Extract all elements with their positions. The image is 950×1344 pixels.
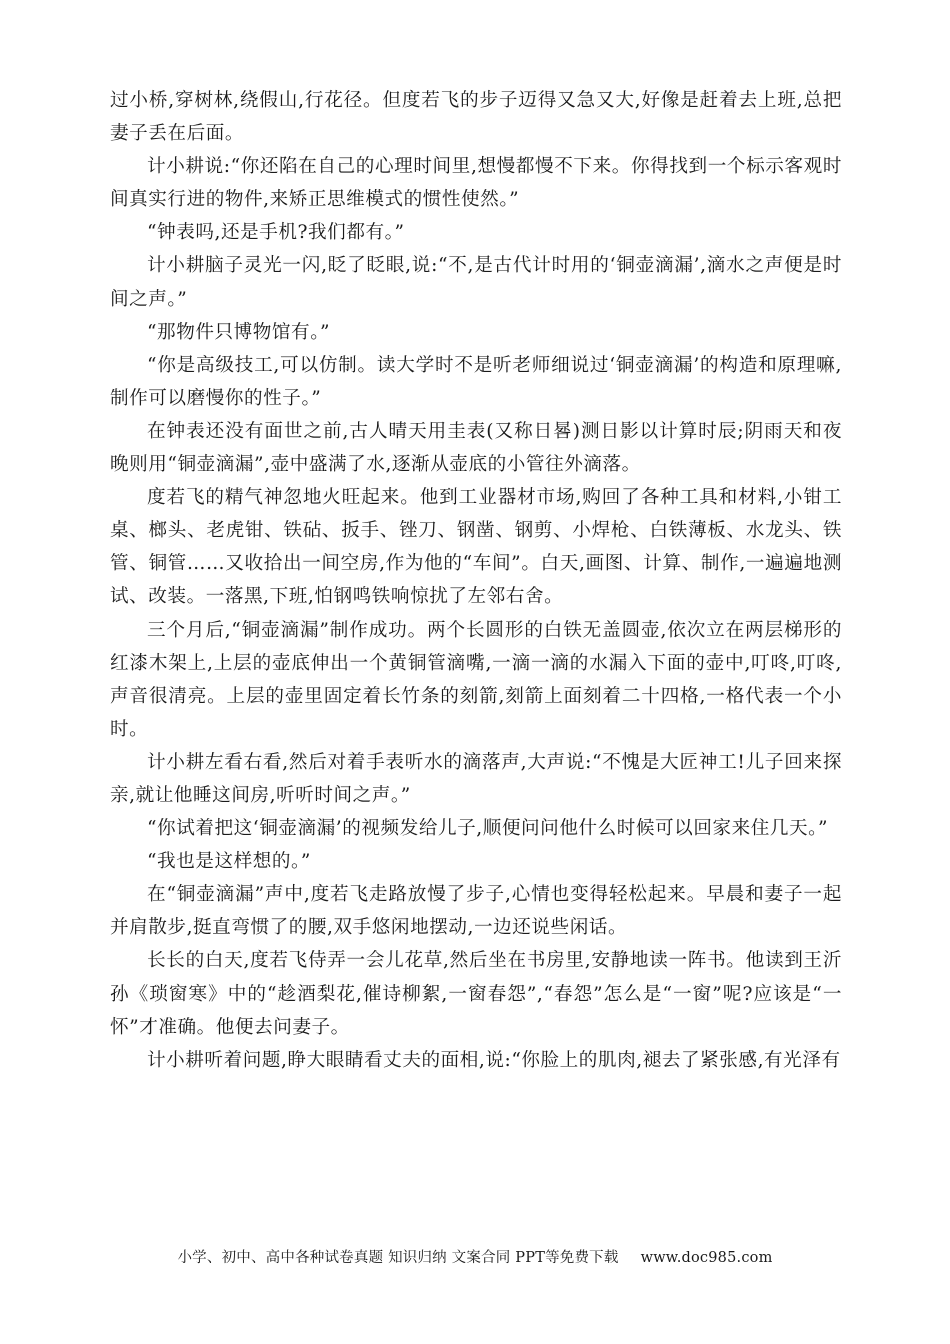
paragraph: “我也是这样想的。” — [147, 851, 311, 873]
paragraph: “钟表吗,还是手机?我们都有。” — [147, 222, 405, 244]
page-footer — [0, 1247, 950, 1269]
paragraph: 计小耕脑子灵光一闪,眨了眨眼,说:“不,是古代计时用的‘铜壶滴漏’,滴水之声便是时间之声。” — [110, 255, 842, 310]
paragraph: 度若飞的精气神忽地火旺起来。他到工业器材市场,购回了各种工具和材料,小钳工桌、榔头、老虎钳、铁砧、扳手、锉刀、钢凿、钢剪、小焊枪、白铁薄板、水龙头、铁管、铜管……又收拾出一间空房,作为他的“车间”。白天,画图、计算、制作,一遍遍地测试、改装。一落黑,下班,怕钢鸣铁响惊扰了左邻右舍。 — [110, 487, 842, 608]
document-body — [110, 84, 842, 1077]
paragraph: 长长的白天,度若飞侍弄一会儿花草,然后坐在书房里,安静地读一阵书。他读到王沂孙《琐窗寒》中的“趁酒梨花,催诗柳絮,一窗春怨”,“春怨”怎么是“一窗”呢?应该是“一怀”才准确。他便去问妻子。 — [110, 950, 842, 1038]
footer-text: 小学、初中、高中各种试卷真题 知识归纳 文案合同 PPT等免费下载 — [177, 1250, 619, 1266]
paragraph: 计小耕左看右看,然后对着手表听水的滴落声,大声说:“不愧是大匠神工!儿子回来探亲,就让他睡这间房,听听时间之声。” — [110, 751, 842, 806]
paragraph: 计小耕说:“你还陷在自己的心理时间里,想慢都慢不下来。你得找到一个标示客观时间真实行进的物件,来矫正思维模式的惯性使然。” — [110, 156, 842, 211]
paragraph: “你试着把这‘铜壶滴漏’的视频发给儿子,顺便问问他什么时候可以回家来住几天。” — [147, 818, 829, 840]
paragraph: “那物件只博物馆有。” — [147, 321, 331, 343]
paragraph: 在“铜壶滴漏”声中,度若飞走路放慢了步子,心情也变得轻松起来。早晨和妻子一起并肩散步,挺直弯惯了的腰,双手悠闲地摆动,一边还说些闲话。 — [110, 884, 842, 939]
paragraph: 在钟表还没有面世之前,古人晴天用圭表(又称日晷)测日影以计算时辰;阴雨天和夜晚则用“铜壶滴漏”,壶中盛满了水,逐渐从壶底的小管往外滴落。 — [110, 420, 842, 476]
paragraph: 过小桥,穿树林,绕假山,行花径。但度若飞的步子迈得又急又大,好像是赶着去上班,总把妻子丢在后面。 — [110, 90, 842, 145]
paragraph: 计小耕听着问题,睁大眼睛看丈夫的面相,说:“你脸上的肌肉,褪去了紧张感,有光泽有 — [147, 1049, 841, 1071]
footer-url[interactable]: www.doc985.com — [640, 1250, 773, 1266]
paragraph: “你是高级技工,可以仿制。读大学时不是听老师细说过‘铜壶滴漏’的构造和原理嘛,制作可以磨慢你的性子。” — [110, 354, 842, 409]
paragraph: 三个月后,“铜壶滴漏”制作成功。两个长圆形的白铁无盖圆壶,依次立在两层梯形的红漆木架上,上层的壶底伸出一个黄铜管滴嘴,一滴一滴的水漏入下面的壶中,叮咚,叮咚,声音很清亮。上层的壶里固定着长竹条的刻箭,刻箭上面刻着二十四格,一格代表一个小时。 — [110, 619, 842, 740]
